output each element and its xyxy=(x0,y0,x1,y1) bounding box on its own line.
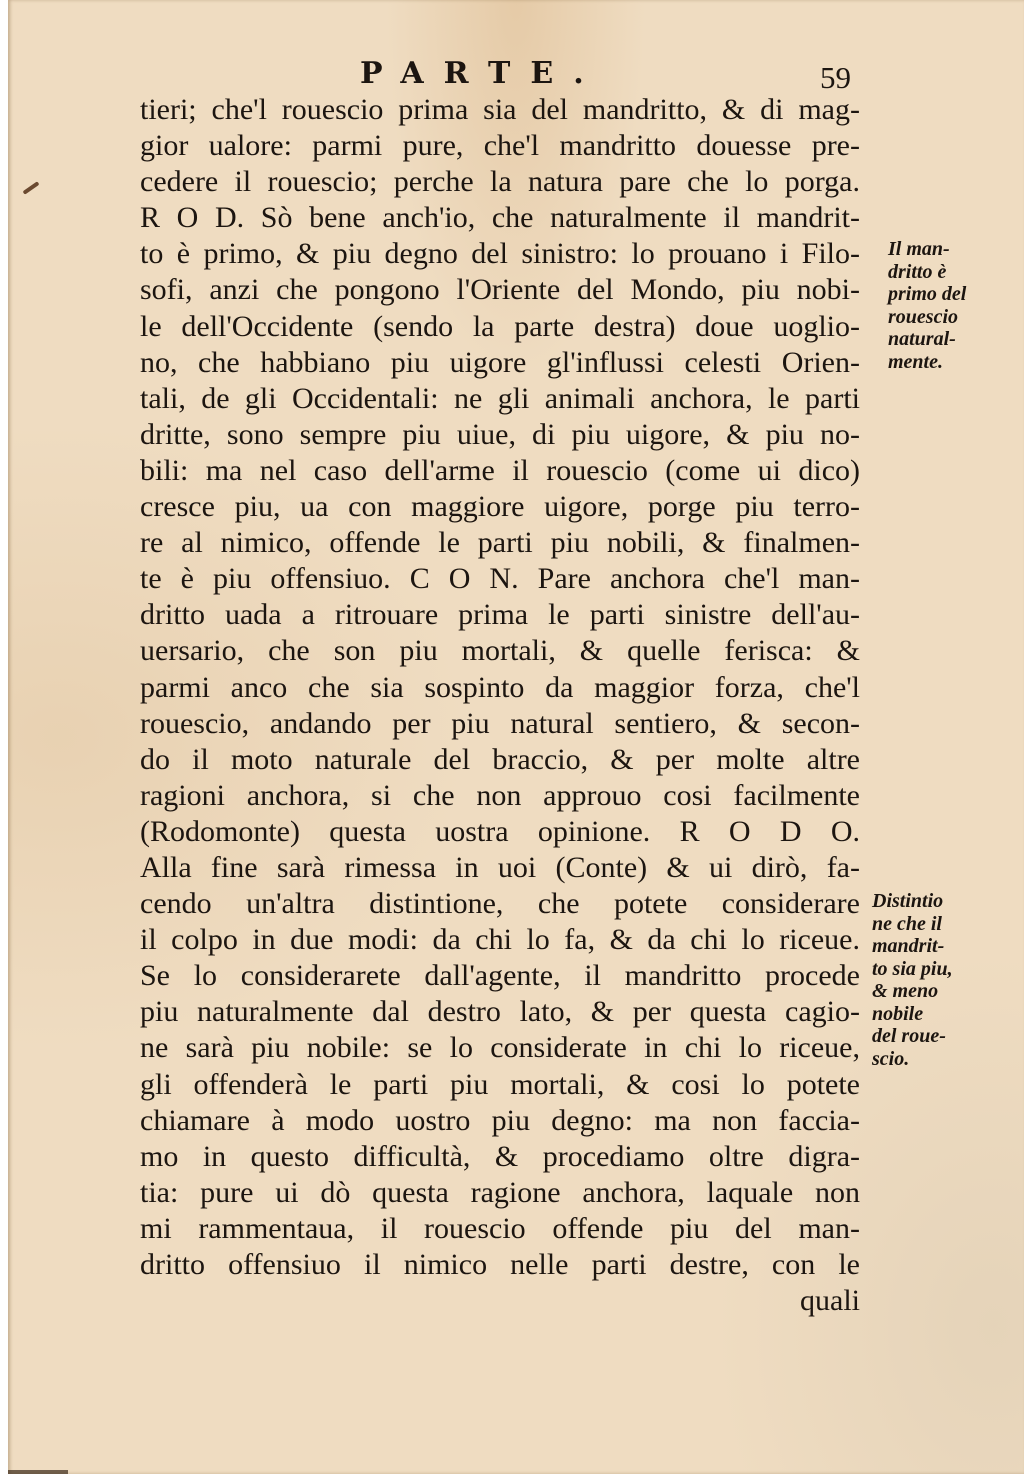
marginal-note-line: dritto è xyxy=(888,260,947,283)
text-line: mi rammentaua, il rouescio offende piu del man- xyxy=(140,1211,860,1245)
marginal-note-line: del roue- xyxy=(872,1025,946,1047)
text-line: do il moto naturale del braccio, & per molte altre xyxy=(140,742,860,776)
catchword: quali xyxy=(800,1284,860,1318)
text-line: no, che habbiano piu uigore gl'influssi celesti Orien- xyxy=(140,345,860,379)
text-line: ragioni anchora, si che non approuo cosi facilmente xyxy=(140,778,860,812)
text-line: bili: ma nel caso dell'arme il rouescio (come ui dico) xyxy=(140,453,860,487)
text-line: le dell'Occidente (sendo la parte destra) doue uoglio- xyxy=(140,309,860,343)
text-line: re al nimico, offende le parti piu nobili, & finalmen- xyxy=(140,526,860,560)
text-line: R O D. Sò bene anch'io, che naturalmente il mandrit- xyxy=(140,201,860,235)
marginal-note-mandritto-primo xyxy=(888,238,1018,373)
marginal-note-line: & meno xyxy=(872,980,939,1002)
marginal-note-line: mandrit- xyxy=(872,935,945,957)
text-line: uersario, che son piu mortali, & quelle ferisca: & xyxy=(140,634,860,668)
text-line: il colpo in due modi: da chi lo fa, & da chi lo riceue. xyxy=(140,923,860,957)
text-line: chiamare à modo uostro piu degno: ma non faccia- xyxy=(140,1103,860,1137)
marginal-note-line: nobile xyxy=(872,1002,924,1025)
body-text xyxy=(140,92,860,1319)
text-line: ne sarà piu nobile: se lo considerate in chi lo riceue, xyxy=(140,1031,860,1065)
text-line: dritte, sono sempre piu uiue, di piu uigore, & piu no- xyxy=(140,417,860,451)
text-line: gli offenderà le parti piu mortali, & cosi lo potete xyxy=(140,1067,860,1101)
text-line: Se lo considerarete dall'agente, il mandritto procede xyxy=(140,959,860,993)
marginal-note-line: natural- xyxy=(888,328,956,350)
text-line: cresce piu, ua con maggiore uigore, porge piu terro- xyxy=(140,490,860,524)
page-number: 59 xyxy=(820,60,851,95)
text-line: dritto offensiuo il nimico nelle parti destre, con le xyxy=(140,1248,860,1281)
marginal-note-line: to sia piu, xyxy=(872,957,953,980)
text-line: tali, de gli Occidentali: ne gli animali anchora, le parti xyxy=(140,381,860,415)
text-line: Alla fine sarà rimessa in uoi (Conte) & ui dirò, fa- xyxy=(140,850,860,884)
text-line: rouescio, andando per piu natural sentiero, & secon- xyxy=(140,706,860,740)
text-line: piu naturalmente dal destro lato, & per questa cagio- xyxy=(140,995,860,1029)
text-line: (Rodomonte) questa uostra opinione. R O D O. xyxy=(140,814,860,848)
text-line: sofi, anzi che pongono l'Oriente del Mondo, piu nobi- xyxy=(140,273,860,307)
running-head: PARTE. xyxy=(360,56,604,91)
text-line: cedere il rouescio; perche la natura pare che lo porga. xyxy=(140,165,860,199)
text-line: cendo un'altra distintione, che potete considerare xyxy=(140,887,860,921)
text-line: gior ualore: parmi pure, che'l mandritto douesse pre- xyxy=(140,129,860,163)
text-line: tieri; che'l rouescio prima sia del mandritto, & di mag- xyxy=(140,93,860,126)
marginal-note-line: scio. xyxy=(872,1047,910,1070)
marginal-note-line: rouescio xyxy=(888,305,958,328)
text-line: mo in questo difficultà, & procediamo oltre digra- xyxy=(140,1139,860,1173)
marginal-note-distintione xyxy=(872,890,1002,1070)
marginal-note-line: ne che il xyxy=(872,912,942,935)
page-edge-shadow xyxy=(8,1470,68,1474)
marginal-note-line: Distintio xyxy=(872,890,944,912)
text-line: tia: pure ui dò questa ragione anchora, laquale non xyxy=(140,1175,860,1209)
marginal-note-line: primo del xyxy=(888,283,967,305)
marginal-note-line: Il man- xyxy=(888,238,950,260)
marginal-note-line: mente. xyxy=(888,350,943,373)
text-line: parmi anco che sia sospinto da maggior forza, che'l xyxy=(140,670,860,704)
text-line: te è piu offensiuo. C O N. Pare anchora che'l man- xyxy=(140,562,860,596)
text-line: to è primo, & piu degno del sinistro: lo prouano i Filo- xyxy=(140,237,860,271)
text-line: dritto uada a ritrouare prima le parti sinistre dell'au- xyxy=(140,598,860,632)
